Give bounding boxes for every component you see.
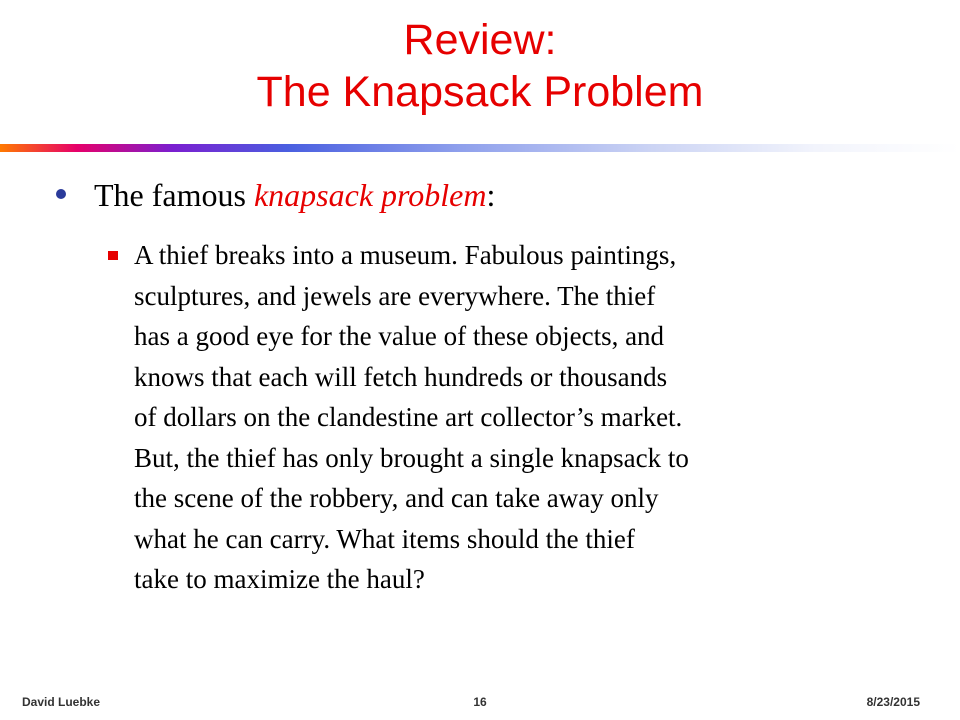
bullet1-emphasis: knapsack problem — [253, 177, 487, 213]
title-line-2: The Knapsack Problem — [256, 68, 704, 116]
title-line-1: Review: — [403, 16, 557, 64]
bullet-square-icon — [108, 251, 118, 260]
bullet2-line-2: sculptures, and jewels are everywhere. The thief — [134, 280, 656, 311]
bullet-level-2-text — [134, 235, 914, 600]
footer-author: David Luebke — [22, 695, 101, 709]
bullet1-suffix: : — [486, 177, 496, 213]
footer-date: 8/23/2015 — [866, 695, 920, 709]
bullet2-line-6: But, the thief has only brought a single knapsack to — [134, 442, 689, 473]
bullet2-line-1: A thief breaks into a museum. Fabulous paintings, — [134, 240, 677, 270]
bullet2-line-3: has a good eye for the value of these objects, and — [134, 321, 665, 351]
footer-page-number: 16 — [473, 695, 487, 709]
bullet2-line-5: of dollars on the clandestine art collector’s market. — [134, 402, 683, 432]
bullet-dot-icon — [56, 189, 66, 199]
slide-title — [0, 14, 960, 118]
bullet2-line-9: take to maximize the haul? — [134, 564, 425, 594]
bullet1-prefix: The famous — [94, 177, 254, 213]
bullet2-line-4: knows that each will fetch hundreds or thousands — [134, 361, 668, 392]
bullet2-line-7: the scene of the robbery, and can take away only — [134, 483, 659, 513]
title-divider — [0, 144, 960, 152]
bullet2-line-8: what he can carry. What items should the thief — [134, 523, 635, 554]
bullet-level-1-text — [94, 175, 495, 215]
